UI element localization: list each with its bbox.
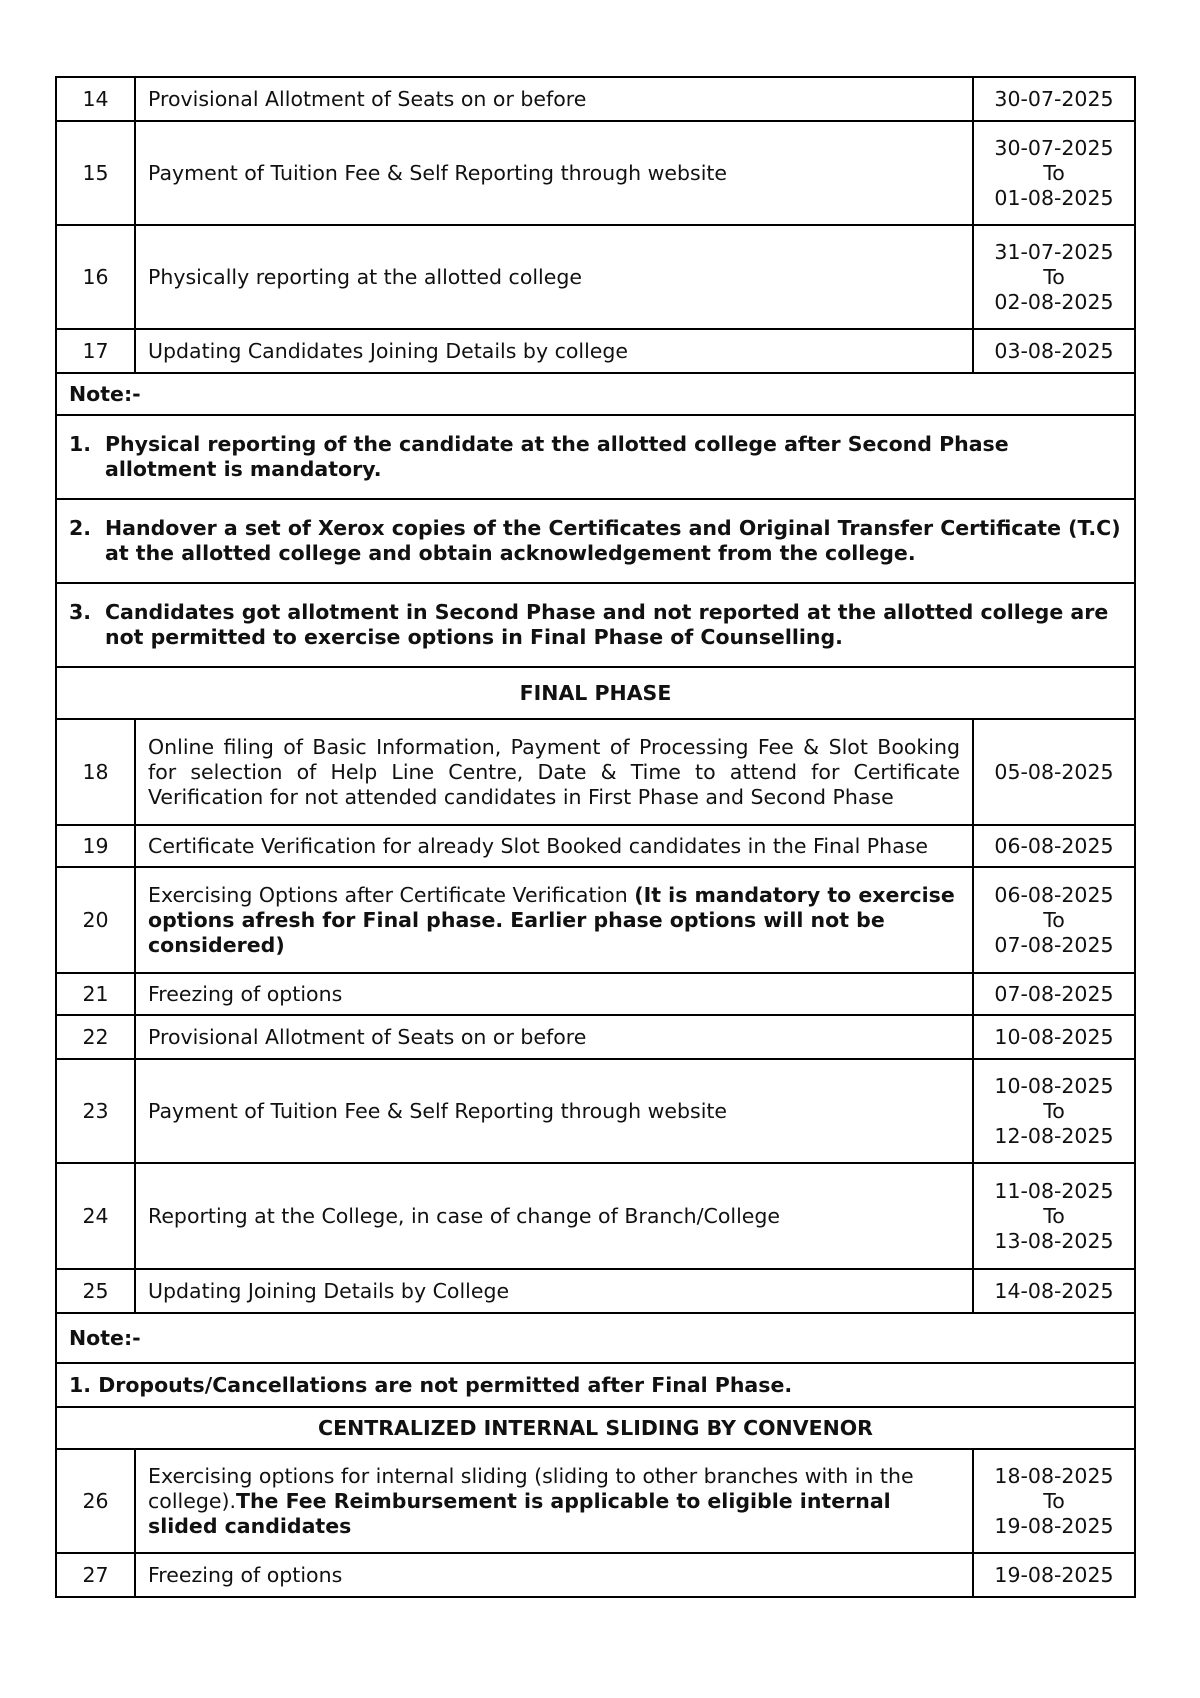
note-heading: Note:- bbox=[56, 1313, 1135, 1363]
date-cell: 03-08-2025 bbox=[973, 329, 1135, 373]
date-cell: 06-08-2025 To 07-08-2025 bbox=[973, 867, 1135, 973]
activity-cell: Exercising Options after Certificate Verification (It is mandatory to exercise options afresh for Final phase. Earlier phase options will not be considered) bbox=[135, 867, 973, 973]
table-row bbox=[56, 1059, 1135, 1163]
date-cell: 11-08-2025 To 13-08-2025 bbox=[973, 1163, 1135, 1269]
section-heading-final-phase: FINAL PHASE bbox=[56, 667, 1135, 719]
note-item: 1. Physical reporting of the candidate at the allotted college after Second Phase allotment is mandatory. bbox=[56, 415, 1135, 499]
date-cell: 18-08-2025 To 19-08-2025 bbox=[973, 1449, 1135, 1553]
activity-cell: Provisional Allotment of Seats on or before bbox=[135, 77, 973, 121]
activity-cell: Reporting at the College, in case of change of Branch/College bbox=[135, 1163, 973, 1269]
activity-cell: Provisional Allotment of Seats on or before bbox=[135, 1015, 973, 1059]
section-heading-row bbox=[56, 667, 1135, 719]
date-cell: 07-08-2025 bbox=[973, 973, 1135, 1015]
note-item: 2. Handover a set of Xerox copies of the Certificates and Original Transfer Certificate (T.C) at the allotted college and obtain acknowledgement from the college. bbox=[56, 499, 1135, 583]
activity-cell: Updating Candidates Joining Details by college bbox=[135, 329, 973, 373]
activity-cell: Physically reporting at the allotted college bbox=[135, 225, 973, 329]
date-cell: 31-07-2025 To 02-08-2025 bbox=[973, 225, 1135, 329]
note-row bbox=[56, 1363, 1135, 1407]
row-number: 23 bbox=[56, 1059, 135, 1163]
row-number: 18 bbox=[56, 719, 135, 825]
section-heading-row bbox=[56, 1407, 1135, 1449]
activity-cell: Certificate Verification for already Slot Booked candidates in the Final Phase bbox=[135, 825, 973, 867]
date-cell: 05-08-2025 bbox=[973, 719, 1135, 825]
row-number: 22 bbox=[56, 1015, 135, 1059]
note-row bbox=[56, 415, 1135, 499]
row-number: 20 bbox=[56, 867, 135, 973]
table-row bbox=[56, 121, 1135, 225]
row-number: 15 bbox=[56, 121, 135, 225]
row-number: 27 bbox=[56, 1553, 135, 1597]
activity-cell: Freezing of options bbox=[135, 973, 973, 1015]
note-row bbox=[56, 499, 1135, 583]
table-row bbox=[56, 825, 1135, 867]
date-cell: 10-08-2025 bbox=[973, 1015, 1135, 1059]
activity-cell: Online filing of Basic Information, Payment of Processing Fee & Slot Booking for selection of Help Line Centre, Date & Time to attend for Certificate Verification for not attended candidates in First Phase and Second Phase bbox=[135, 719, 973, 825]
date-cell: 30-07-2025 To 01-08-2025 bbox=[973, 121, 1135, 225]
row-number: 26 bbox=[56, 1449, 135, 1553]
row-number: 16 bbox=[56, 225, 135, 329]
activity-cell: Freezing of options bbox=[135, 1553, 973, 1597]
row-number: 25 bbox=[56, 1269, 135, 1313]
date-cell: 14-08-2025 bbox=[973, 1269, 1135, 1313]
note-row bbox=[56, 583, 1135, 667]
note-item: 3. Candidates got allotment in Second Phase and not reported at the allotted college are not permitted to exercise options in Final Phase of Counselling. bbox=[56, 583, 1135, 667]
note-heading-row bbox=[56, 1313, 1135, 1363]
date-cell: 10-08-2025 To 12-08-2025 bbox=[973, 1059, 1135, 1163]
schedule-table bbox=[55, 76, 1136, 1598]
table-row bbox=[56, 719, 1135, 825]
row-number: 24 bbox=[56, 1163, 135, 1269]
table-row bbox=[56, 973, 1135, 1015]
table-row bbox=[56, 1449, 1135, 1553]
note-heading: Note:- bbox=[56, 373, 1135, 415]
activity-cell: Payment of Tuition Fee & Self Reporting through website bbox=[135, 121, 973, 225]
table-row bbox=[56, 329, 1135, 373]
section-heading-internal-sliding: CENTRALIZED INTERNAL SLIDING BY CONVENOR bbox=[56, 1407, 1135, 1449]
row-number: 14 bbox=[56, 77, 135, 121]
date-cell: 30-07-2025 bbox=[973, 77, 1135, 121]
table-row bbox=[56, 1015, 1135, 1059]
row-number: 17 bbox=[56, 329, 135, 373]
table-row bbox=[56, 77, 1135, 121]
table-row bbox=[56, 1163, 1135, 1269]
row-number: 19 bbox=[56, 825, 135, 867]
activity-cell: Updating Joining Details by College bbox=[135, 1269, 973, 1313]
activity-cell: Payment of Tuition Fee & Self Reporting through website bbox=[135, 1059, 973, 1163]
table-row bbox=[56, 1553, 1135, 1597]
note-item: 1. Dropouts/Cancellations are not permitted after Final Phase. bbox=[56, 1363, 1135, 1407]
date-cell: 06-08-2025 bbox=[973, 825, 1135, 867]
row-number: 21 bbox=[56, 973, 135, 1015]
date-cell: 19-08-2025 bbox=[973, 1553, 1135, 1597]
note-heading-row bbox=[56, 373, 1135, 415]
table-row bbox=[56, 225, 1135, 329]
table-row bbox=[56, 867, 1135, 973]
activity-cell: Exercising options for internal sliding (sliding to other branches with in the college).The Fee Reimbursement is applicable to eligible internal slided candidates bbox=[135, 1449, 973, 1553]
table-row bbox=[56, 1269, 1135, 1313]
